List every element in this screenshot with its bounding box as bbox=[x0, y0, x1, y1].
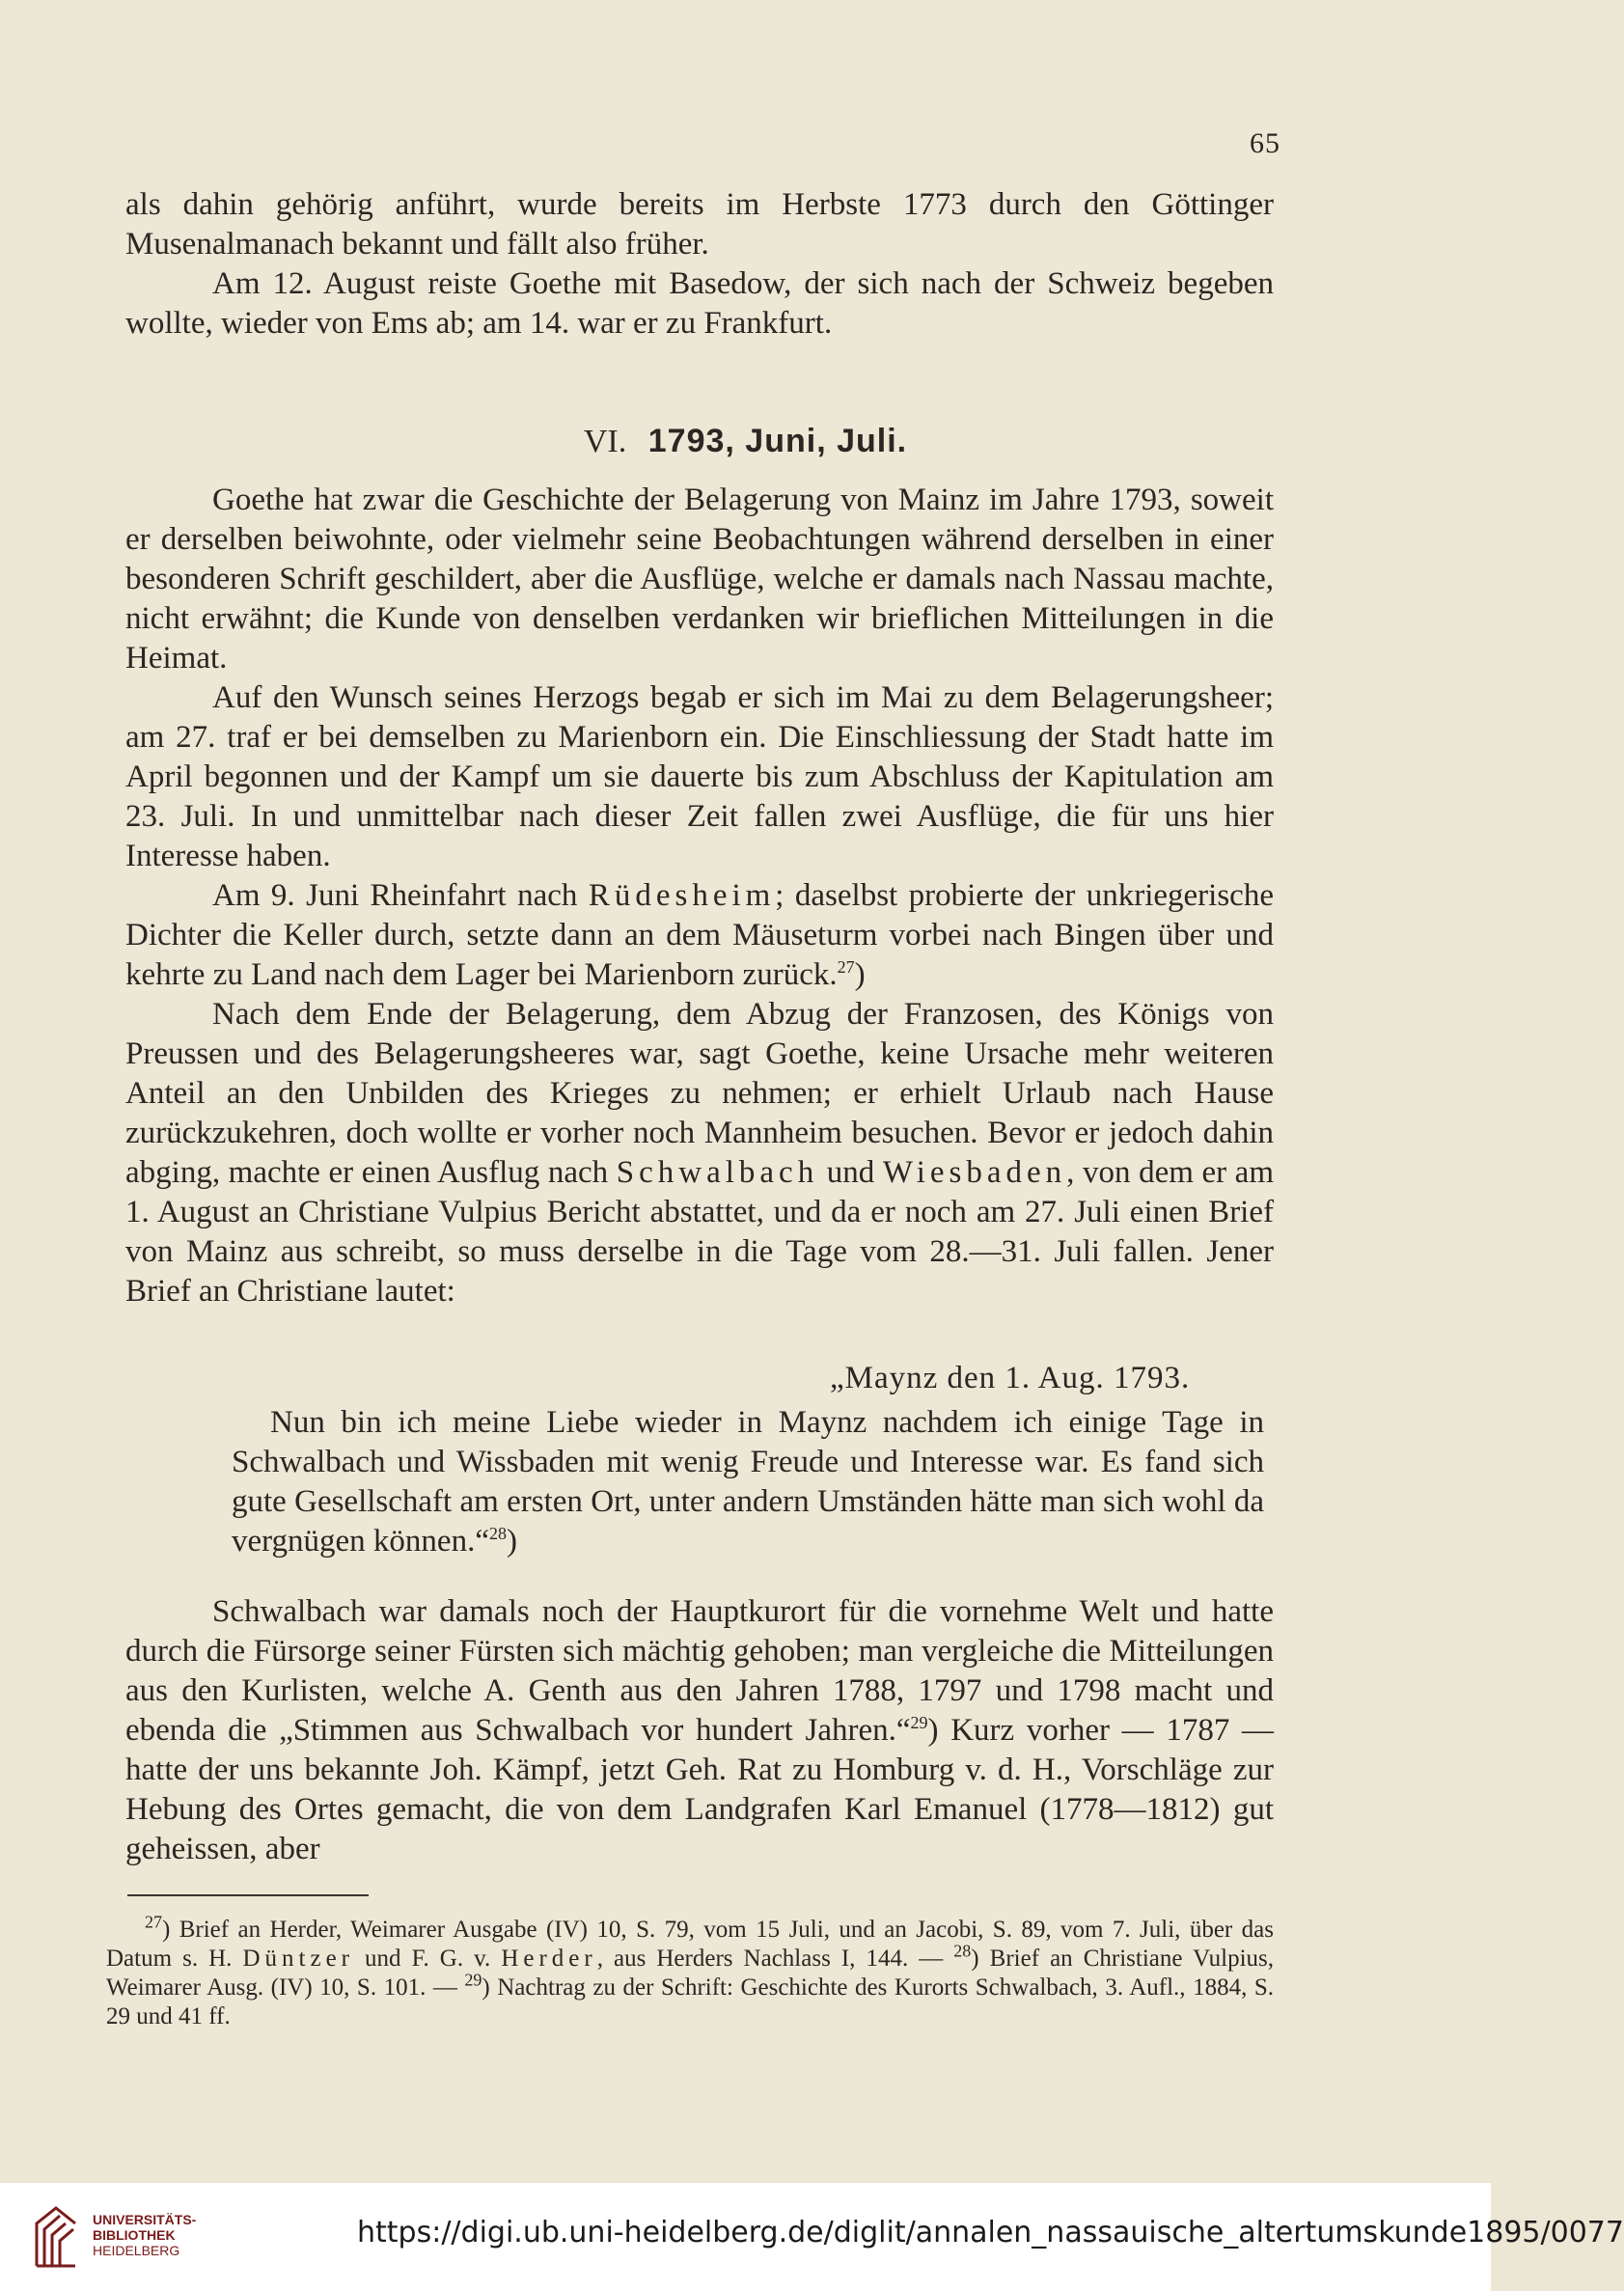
library-name-line: UNIVERSITÄTS- bbox=[93, 2212, 197, 2227]
paragraph bbox=[232, 1403, 1264, 1561]
paragraph bbox=[125, 876, 1274, 995]
letter-quote bbox=[232, 1403, 1264, 1561]
library-logo-icon bbox=[31, 2202, 81, 2270]
text-run: und bbox=[818, 1155, 883, 1190]
section-heading bbox=[0, 423, 1491, 460]
library-name bbox=[93, 2212, 196, 2258]
text-run: ) bbox=[506, 1524, 517, 1559]
text-run: ) Nachtrag zu der Schrift: Geschichte des Kurorts Schwalbach, 3. Aufl., 1884, S. 29 und 41 ff. bbox=[106, 1974, 1274, 2029]
text-run: und F. G. v. bbox=[354, 1946, 502, 1972]
author-name: Düntzer bbox=[242, 1946, 354, 1972]
text-run: Schwalbach war damals noch der Hauptkurort für die vornehme Welt und hatte durch die Fürsorge seiner Fürsten sich mächtig gehoben; man vergleiche die Mitteilungen aus den Kurlisten, welche A. Genth aus den Jahren 1788, 1797 und 1798 macht und ebenda die „Stimmen aus Schwalbach vor hundert Jahren.“ bbox=[125, 1594, 1274, 1748]
place-name: Wiesbaden bbox=[882, 1155, 1067, 1190]
text-run: Nun bin ich meine Liebe wieder in Maynz nachdem ich einige Tage in Schwalbach und Wissbaden mit wenig Freude und Interesse war. Es fand sich gute Gesellschaft am ersten Ort, unter andern Umständen hätte man sich wohl da vergnügen können.“ bbox=[232, 1405, 1264, 1559]
body-text-block bbox=[125, 481, 1274, 1311]
footnote-number: 29 bbox=[464, 1970, 482, 1990]
text-run: ) Kurz vorher — 1787 — hatte der uns bekannte Joh. Kämpf, jetzt Geh. Rat zu Homburg v. d. H., Vorschläge zur Hebung des Ortes gemacht, die von dem Landgrafen Karl Emanuel (1778—1812) gut geheissen, aber bbox=[125, 1713, 1274, 1866]
paragraph bbox=[125, 995, 1274, 1311]
paragraph bbox=[125, 1592, 1274, 1869]
text-run: , von dem er am 1. August an Christiane Vulpius Bericht abstattet, und da er noch am 27. Juli einen Brief von Mainz aus schreibt, so muss derselbe in die Tage vom 28.—31. Juli fallen. Jener Brief an Christiane lautet: bbox=[125, 1155, 1275, 1309]
top-text-block bbox=[125, 185, 1274, 344]
library-name-line: BIBLIOTHEK bbox=[93, 2227, 176, 2243]
letter-date: „Maynz den 1. Aug. 1793. bbox=[830, 1361, 1191, 1395]
paragraph: Auf den Wunsch seines Herzogs begab er sich im Mai zu dem Belagerungsheer; am 27. traf er bei demselben zu Marienborn ein. Die Einschliessung der Stadt hatte im April begonnen und der Kampf um sie dauerte bis zum Abschluss der Kapitulation am 23. Juli. In und unmittelbar nach dieser Zeit fallen zwei Ausflüge, die für uns hier Interesse haben. bbox=[125, 680, 1274, 873]
footnotes bbox=[106, 1912, 1274, 2031]
text-run: , aus Herders Nachlass I, 144. — bbox=[596, 1946, 954, 1972]
page-number: 65 bbox=[1250, 127, 1280, 159]
footnote-ref: 27 bbox=[837, 957, 855, 977]
author-name: Herder bbox=[501, 1946, 597, 1972]
section-number: VI. bbox=[583, 424, 627, 459]
paragraph: Am 12. August reiste Goethe mit Basedow, der sich nach der Schweiz begeben wollte, wieder von Ems ab; am 14. war er zu Frankfurt. bbox=[125, 266, 1274, 341]
footnote-text bbox=[106, 1912, 1274, 2031]
text-run: Am 9. Juni Rheinfahrt nach bbox=[212, 878, 589, 913]
place-name: Rüdesheim bbox=[588, 878, 776, 913]
paragraph: Goethe hat zwar die Geschichte der Belagerung von Mainz im Jahre 1793, soweit er derselben beiwohnte, oder vielmehr seine Beobachtungen während derselben in einer besonderen Schrift geschildert, aber die Ausflüge, welche er damals nach Nassau machte, nicht erwähnt; die Kunde von denselben verdanken wir brieflichen Mitteilungen in die Heimat. bbox=[125, 483, 1274, 676]
text-run: ) Brief an Herder, Weimarer Ausgabe (IV) 10, S. 79, vom 15 Juli, und an Jacobi, S. 89, vom 7. Juli, über das Datum s. H. bbox=[106, 1917, 1274, 1972]
footnote-number: 28 bbox=[953, 1941, 972, 1961]
library-name-line: HEIDELBERG bbox=[93, 2243, 180, 2258]
place-name: Schwalbach bbox=[616, 1155, 819, 1190]
section-title: 1793, Juni, Juli. bbox=[647, 423, 908, 459]
text-run: ; daselbst probierte der unkriegerische Dichter die Keller durch, setzte dann an dem Mäuseturm vorbei nach Bingen über und kehrte zu Land nach dem Lager bei Marienborn zurück. bbox=[125, 878, 1274, 992]
permalink-url[interactable]: https://digi.ub.uni-heidelberg.de/diglit/annalen_nassauische_altertumskunde1895/0077 bbox=[357, 2216, 1624, 2250]
footer-bar bbox=[0, 2183, 1624, 2291]
footnote-divider bbox=[127, 1894, 369, 1896]
text-run: Nach dem Ende der Belagerung, dem Abzug der Franzosen, des Königs von Preussen und des Belagerungsheeres war, sagt Goethe, keine Ursache mehr weiteren Anteil an den Unbilden des Krieges zu nehmen; er erhielt Urlaub nach Hause zurückzukehren, doch wollte er vorher noch Mannheim besuchen. Bevor er jedoch dahin abging, machte er einen Ausflug nach bbox=[125, 997, 1274, 1190]
after-letter-block bbox=[125, 1592, 1274, 1869]
paragraph: als dahin gehörig anführt, wurde bereits im Herbste 1773 durch den Göttinger Musenalmanach bekannt und fällt also früher. bbox=[125, 187, 1274, 262]
footnote-number: 27 bbox=[145, 1912, 162, 1932]
text-run: ) bbox=[854, 957, 866, 992]
footnote-ref: 28 bbox=[488, 1524, 507, 1543]
footnote-ref: 29 bbox=[910, 1713, 928, 1732]
text-run: ) Brief an Christiane Vulpius, Weimarer Ausg. (IV) 10, S. 101. — bbox=[106, 1946, 1274, 2001]
